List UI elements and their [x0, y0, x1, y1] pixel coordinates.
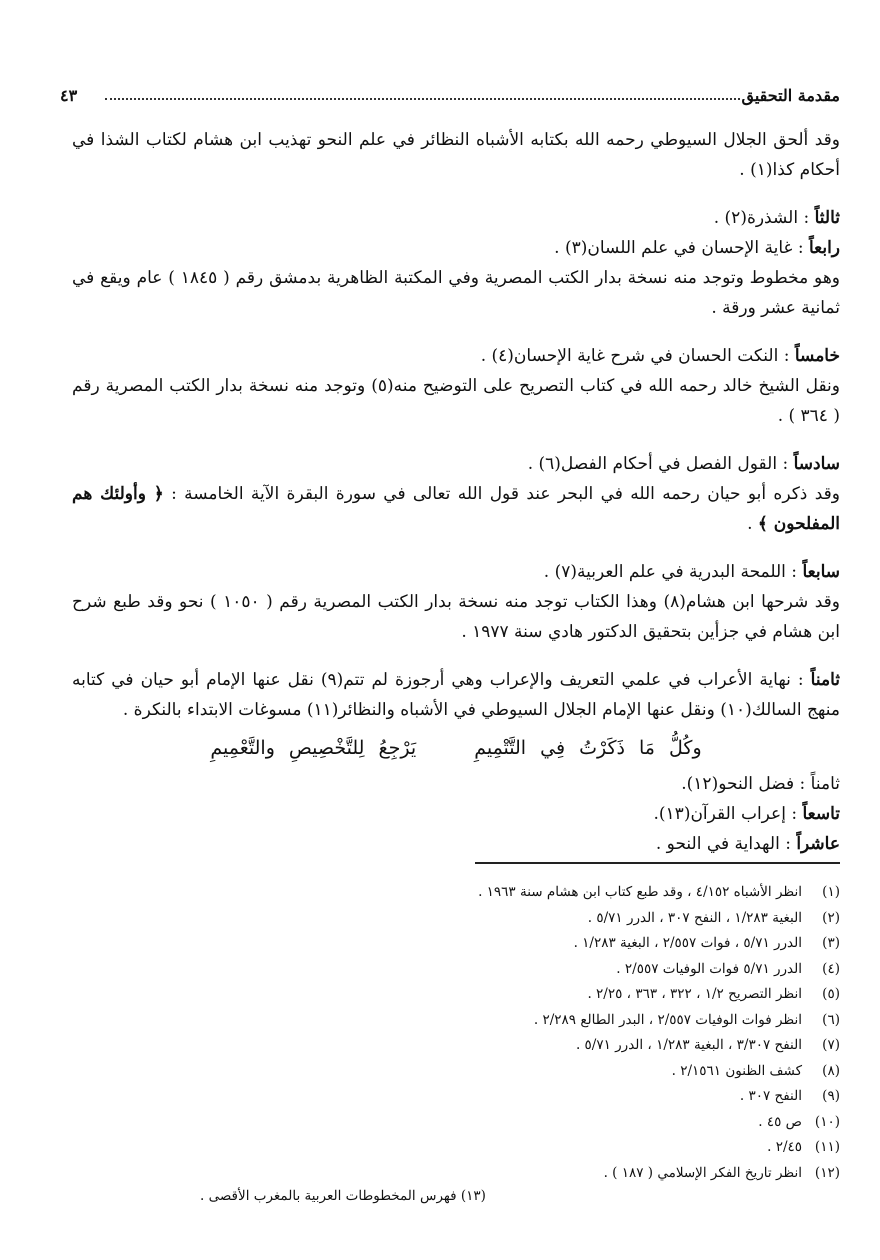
- item-sixth: [72, 449, 840, 479]
- header-dot-leader: [105, 98, 740, 100]
- item-title: : إعراب القرآن(١٣).: [653, 804, 803, 824]
- main-text: [72, 125, 840, 859]
- footnote-number: (١٠): [814, 1113, 840, 1130]
- footnote-text: النفح ٣٠٧ .: [739, 1088, 802, 1104]
- footnote-text: انظر الأشباه ٤/١٥٢ ، وقد طبع كتاب ابن هشام سنة ١٩٦٣ .: [478, 884, 802, 900]
- footnote-number: (٩): [822, 1088, 840, 1104]
- header-title: مقدمة التحقيق: [741, 86, 840, 105]
- footnote-text: ٢/٤٥ .: [767, 1139, 802, 1155]
- footnote-text: انظر التصريح ١/٢ ، ٣٢٢ ، ٣٦٣ ، ٢/٢٥ .: [587, 986, 802, 1002]
- item-fifth: [72, 341, 840, 371]
- intro-paragraph: وقد ألحق الجلال السيوطي رحمه الله بكتابه الأشباه النظائر في علم النحو تهذيب ابن هشام لكتاب الشذا في أحكام كذا(١) .: [72, 130, 840, 180]
- footnote: [60, 982, 840, 1008]
- footnote-number: (٧): [822, 1037, 840, 1053]
- footnote-number: (١): [822, 884, 840, 900]
- item-title: : الهداية في النحو .: [655, 834, 797, 854]
- item-title: : فضل النحو(١٢).: [681, 774, 811, 794]
- item-label: تاسعاً: [802, 804, 840, 824]
- footnote-text: الدرر ٥/٧١ ، فوات ٢/٥٥٧ ، البغية ١/٢٨٣ .: [573, 935, 802, 951]
- footnote-number: (١٣): [460, 1188, 486, 1204]
- quran-quote: ﴿ وأولئك هم المفلحون ﴾: [72, 484, 840, 534]
- footnote-number: (٤): [822, 960, 840, 977]
- footnote: [60, 1059, 840, 1085]
- item-label: ثامناً: [810, 774, 840, 794]
- item-label: عاشراً: [796, 834, 840, 854]
- footnote-text: انظر تاريخ الفكر الإسلامي ( ١٨٧ ) .: [603, 1164, 802, 1181]
- footnote: [60, 1110, 840, 1136]
- footnote-text: فهرس المخطوطات العربية بالمغرب الأقصى .: [200, 1188, 457, 1204]
- verse-second-hemistich: يَرْجِعُ لِلتَّخْصِيصِ والتَّعْمِيمِ: [210, 737, 417, 759]
- fourth-paragraph: وهو مخطوط وتوجد منه نسخة بدار الكتب المصرية وفي المكتبة الظاهرية بدمشق رقم ( ١٨٤٥ ) عام ويقع في ثمانية عشر ورقة .: [72, 268, 840, 318]
- footnote: [60, 906, 840, 932]
- sixth-paragraph: [72, 479, 840, 539]
- footnote-separator: [475, 862, 840, 864]
- footnote-thirteen: [200, 1188, 486, 1204]
- item-third: [72, 203, 840, 233]
- item-label: خامساً: [794, 346, 840, 366]
- footnote: [60, 1084, 840, 1110]
- footnote: [60, 957, 840, 983]
- footnote-number: (٦): [822, 1011, 840, 1028]
- footnote-number: (٥): [822, 986, 840, 1002]
- footnote: [60, 1033, 840, 1059]
- footnote: [60, 1135, 840, 1161]
- running-header: [60, 86, 840, 114]
- item-title: : الشذرة(٢) .: [713, 208, 815, 228]
- item-ninth: [72, 799, 840, 829]
- footnote-text: كشف الظنون ٢/١٥٦١ .: [671, 1062, 802, 1079]
- footnote: [60, 880, 840, 906]
- item-title: : اللمحة البدرية في علم العربية(٧) .: [543, 562, 803, 582]
- page-number: ٤٣: [60, 86, 78, 105]
- footnote-text: البغية ١/٢٨٣ ، النفح ٣٠٧ ، الدرر ٥/٧١ .: [587, 909, 802, 926]
- item-label: رابعاً: [808, 238, 840, 258]
- item-label: سابعاً: [802, 562, 840, 582]
- footnote-text: ص ٤٥ .: [758, 1113, 802, 1130]
- item-label: ثالثاً: [814, 208, 840, 228]
- item-title: : نهاية الأعراب في علمي التعريف والإعراب وهي أرجوزة لم تتم(٩) نقل عنها الإمام أبو حيان في كتابه منهج السالك(١٠) ونقل عنها الإمام الجلال السيوطي في الأشباه والنظائر(١١) مسوغات الابتداء بالنكرة .: [72, 670, 840, 720]
- item-seventh: [72, 557, 840, 587]
- verse-first-hemistich: وكُلُّ مَا ذَكَرْتُ فِي التَّتْمِيمِ: [474, 737, 702, 759]
- seventh-paragraph: وقد شرحها ابن هشام(٨) وهذا الكتاب توجد منه نسخة بدار الكتب المصرية رقم ( ١٠٥٠ ) نحو وقد طبع شرح ابن هشام في جزأين بتحقيق الدكتور هادي سنة ١٩٧٧ .: [72, 592, 840, 642]
- footnote-number: (٣): [822, 935, 840, 951]
- item-eighth: [72, 665, 840, 725]
- poem-verse: [72, 733, 840, 763]
- item-label: ثامناً: [810, 670, 840, 690]
- fifth-paragraph: ونقل الشيخ خالد رحمه الله في كتاب التصريح على التوضيح منه(٥) وتوجد منه نسخة بدار الكتب المصرية رقم ( ٣٦٤ ) .: [72, 376, 840, 426]
- footnote: [60, 1161, 840, 1187]
- item-title: : القول الفصل في أحكام الفصل(٦) .: [527, 454, 794, 474]
- footnote-text: الدرر ٥/٧١ فوات الوفيات ٢/٥٥٧ .: [616, 960, 802, 977]
- footnote: [60, 931, 840, 957]
- item-tenth: [72, 829, 840, 859]
- footnote-number: (٢): [822, 909, 840, 926]
- item-label: سادساً: [793, 454, 840, 474]
- footnote-text: انظر فوات الوفيات ٢/٥٥٧ ، البدر الطالع ٢/٢٨٩ .: [533, 1011, 802, 1028]
- sixth-paragraph-text: وقد ذكره أبو حيان رحمه الله في البحر عند قول الله تعالى في سورة البقرة الآية الخامسة :: [163, 484, 840, 504]
- footnote-number: (٨): [822, 1062, 840, 1079]
- sixth-paragraph-end: .: [747, 514, 758, 534]
- footnotes: [60, 880, 840, 1186]
- footnote: [60, 1008, 840, 1034]
- item-eighth-b: [72, 769, 840, 799]
- item-title: : النكت الحسان في شرح غاية الإحسان(٤) .: [480, 346, 795, 366]
- item-fourth: [72, 233, 840, 263]
- footnote-text: النفح ٣/٣٠٧ ، البغية ١/٢٨٣ ، الدرر ٥/٧١ .: [575, 1037, 802, 1053]
- footnote-number: (١١): [814, 1139, 840, 1155]
- footnote-number: (١٢): [814, 1164, 840, 1181]
- item-title: : غاية الإحسان في علم اللسان(٣) .: [554, 238, 809, 258]
